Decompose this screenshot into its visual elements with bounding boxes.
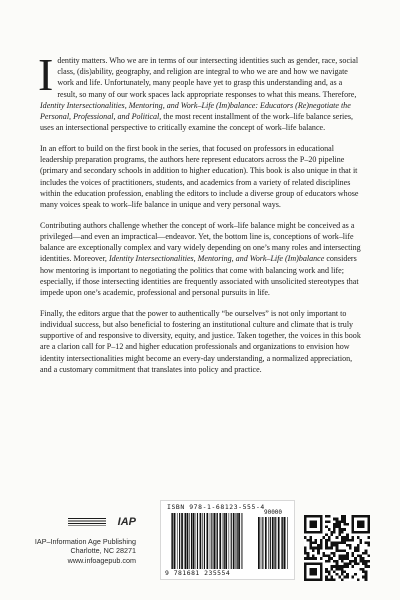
paragraph-4: Finally, the editors argue that the power to authentically “be ourselves” is not only important to individual success, but also beneficial to fostering an institutional culture and climate that is truly supportive of and responsive to diversity, equity, and justice. Taken together, the voices in this book are a clarion call for P–12 and higher education professionals and organizations to envision how identity intersectionalities might become an every-day understanding, a normalized appreciation, and a customary commitment that translates into policy and practice. [40,308,361,374]
paragraph-1 [38,49,362,133]
paragraph-3-text-b: considers how mentoring is important to negotiating the politics that come with balancing work and life; especially, if those intersecting identities are frequently associated with unsolicited stereotypes that impede upon one’s academic, professional and personal pursuits in life. [40,254,359,298]
logo-text: IAP [117,516,136,528]
isbn-barcode-icon [171,513,243,569]
drop-cap: I [38,49,54,100]
price-barcode-icon [258,517,288,569]
isbn-label: ISBN 978-1-68123-555-4 [167,503,265,511]
publisher-city: Charlotte, NC 28271 [70,546,136,556]
barcode-digits: 9 781681 235554 [165,569,231,577]
publisher-block [26,515,136,565]
logo-stripes-icon [68,518,106,526]
paragraph-3 [40,220,362,298]
qr-code-icon [304,515,370,581]
publisher-url: www.infoagepub.com [67,555,136,565]
paragraph-1-text-b: , the most recent installment of the work–life balance series, uses an intersectional perspective to critically examine the concept of work–life balance. [40,112,354,133]
cover-description [38,49,362,385]
book-title-italic: Identity Intersectionalities, Mentoring, and Work–Life (Im)balance: Educators (Re)negotiate the Personal, Professional, and Political [40,100,351,122]
publisher-name: IAP–Information Age Publishing [34,537,136,546]
price-code: 90000 [263,509,283,516]
paragraph-2: In an effort to build on the first book in the series, that focused on professors in educational leadership preparation programs, the authors here represent educators across the P–20 pipeline (primary and secondary schools in addition to higher education). This book is also unique in that it includes the voices of practitioners, students, and academics from a variety of related disciplines within the education profession, enabling the editors to include a diverse group of educators whose many voices speak to work–life balance in unique and very personal ways. [40,144,359,210]
book-title-short-italic: Identity Intersectionalities, Mentoring, and Work–Life (Im)balance [108,254,325,264]
barcode-box [160,500,295,580]
paragraph-1-text-a: dentity matters. Who we are in terms of our intersecting identities such as gender, race, social class, (dis)ability, geography, and religion are integral to who we are and how we navigate work and life. Unfortunately, many people have yet to grasp this understanding and, as a result, so many of our work spaces lack appropriate responses to what this means. Therefore, [57,56,359,99]
paragraph-3-text-a: Contributing authors challenge whether the concept of work–life balance might be conceived as a privileged—and even an impractical—endeavor. Yet, the bottom line is, conceptions of work–life balance are exceptionally complex and vary widely depending on one’s many roles and intersecting identities. Moreover, [40,220,361,264]
iap-logo [68,515,136,529]
